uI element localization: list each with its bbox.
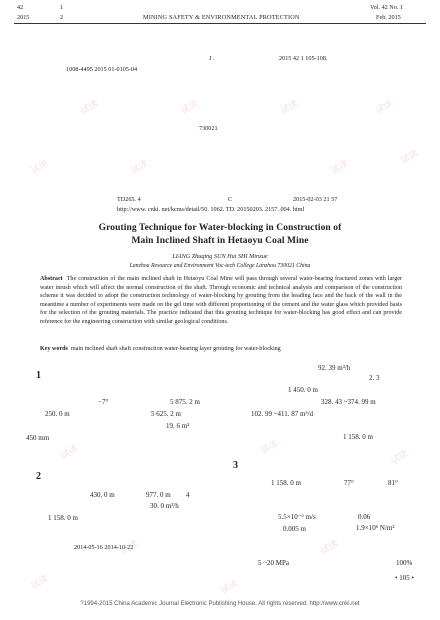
copyright-footer: ?1994-2015 China Academic Journal Electronic Publishing House. All rights reserved. http://www.cnki.net — [80, 601, 360, 607]
watermark-text: 试读 — [119, 538, 141, 557]
citation-details: 2015 42 1 105-108. — [279, 55, 328, 62]
postcode: 730021 — [199, 125, 218, 132]
english-title-line-2: Main Inclined Shaft in Hetaoyu Coal Mine — [131, 236, 309, 246]
document-code: C — [228, 196, 233, 203]
english-keywords — [40, 345, 402, 354]
english-abstract — [40, 275, 402, 327]
abstract-label: Abstract — [40, 276, 63, 282]
keywords-text: main inclined shaft shaft construction water-bearing layer grouting for water-blocking — [70, 346, 281, 352]
watermark-text: 试读 — [29, 158, 51, 177]
body-thickness: 450 mm — [26, 434, 50, 442]
section-2-number: 2 — [36, 471, 41, 482]
watermark-text: 试读 — [29, 573, 51, 592]
section-1-number: 1 — [36, 370, 41, 381]
online-date: 2015-02-03 21 57 — [293, 196, 338, 203]
header-volume-en: Vol. 42 No. 1 — [370, 4, 404, 11]
s3-permeability: 5.5×10⁻⁶ m/s — [278, 513, 316, 521]
section-3-number: 3 — [233, 460, 238, 471]
issn-line: 1008-4495 2015 01-0105-04 — [66, 66, 138, 73]
watermark-text: 试读 — [399, 148, 421, 167]
s2-depth-a: 430. 0 m — [90, 491, 115, 499]
watermark-text: 试读 — [59, 443, 81, 462]
body-length-b: 5 625. 2 m — [151, 410, 181, 418]
watermark-text: 试读 — [389, 448, 411, 467]
s3-percentage: 100% — [396, 559, 413, 567]
keywords-label: Key words — [40, 346, 68, 352]
body-angle: −7° — [98, 398, 109, 406]
s2-flow: 30. 0 m³/h — [150, 502, 179, 510]
header-month: 2 — [60, 14, 64, 21]
inflow-range: 102. 99 ~411. 87 m³/d — [251, 410, 314, 418]
header-year: 2015 — [17, 14, 30, 21]
header-vol-number: 42 — [17, 4, 24, 11]
citation-type: J . — [209, 55, 215, 62]
watermark-text: 试读 — [319, 538, 341, 557]
depth-range: 328. 43 ~374. 99 m — [321, 398, 376, 406]
watermark-text: 试读 — [179, 98, 201, 117]
clc-number: TD265. 4 — [117, 196, 141, 203]
header-rule — [14, 23, 426, 24]
body-shaft-length: 5 875. 2 m — [170, 398, 200, 406]
watermark-text: 试读 — [329, 158, 351, 177]
header-issue-number: 1 — [60, 4, 64, 11]
online-url: http://www. cnki. net/kcms/detail/50. 1062. TD. 20150203. 2157. 004. html — [117, 206, 305, 213]
english-title-line-1: Grouting Technique for Water-blocking in Construction of — [98, 223, 342, 233]
header-date-en: Feb. 2015 — [376, 14, 401, 21]
body-area: 19. 6 m² — [166, 422, 190, 430]
s3-coefficient: 0.06 — [358, 513, 371, 521]
s2-depth-b: 977. 0 m — [146, 491, 171, 499]
s3-angle-a: 77° — [344, 479, 354, 487]
depth-value: 1 450. 0 m — [288, 386, 318, 394]
english-affiliation: Lanzhou Resource and Environment Voc-tech College Lanzhou 730021 China — [129, 263, 311, 269]
watermark-text: 试读 — [374, 98, 396, 117]
s3-pressure: 1.9×10⁶ N/m² — [356, 524, 395, 532]
water-inflow: 92. 39 m³/h — [318, 364, 351, 372]
body-length-a: 250. 0 m — [45, 410, 70, 418]
received-dates: 2014-05-16 2014-10-22 — [74, 544, 134, 551]
s3-strength-range: 5 ~20 MPa — [258, 559, 290, 567]
depth-value-2: 1 158. 0 m — [343, 433, 373, 441]
s3-depth: 1 158. 0 m — [271, 479, 301, 487]
watermark-text: 试读 — [219, 578, 241, 597]
s2-depth-c: 1 158. 0 m — [48, 514, 78, 522]
watermark-text: 试读 — [129, 158, 151, 177]
s3-angle-b: 81° — [388, 479, 398, 487]
abstract-text: The construction of the main inclined shaft in Hetaoyu Coal Mine will pass through several water-bearing fractured zones with larger water inrush which will affect the normal construction of the shaft. Through economic and technical analysis and comparison of the construction scheme it was decided to adopt the construction technology of water-blocking by grouting from the heading face and the back of the wall in the meantime a number of experiments were made on the gel time with different proportioning of the cement and the water glass which provided basis for the selection of the grouting materials. The practice indicated that this grouting technique for water-blocking has good effect and can provide reference for the engineering construction with similar geological conditions. — [40, 276, 403, 325]
page-number: • 105 • — [395, 574, 414, 582]
s2-count: 4 — [186, 491, 190, 499]
english-authors: LIANG Zhuqing SUN Hui SHI Minxue — [172, 253, 268, 260]
ratio-value: 2. 3 — [369, 374, 380, 382]
watermark-text: 试读 — [79, 98, 101, 117]
watermark-text: 试读 — [279, 98, 301, 117]
journal-name: MINING SAFETY & ENVIRONMENTAL PROTECTION — [143, 14, 300, 21]
s3-width: 0.005 m — [283, 525, 306, 533]
watermark-text: 试读 — [259, 438, 281, 457]
